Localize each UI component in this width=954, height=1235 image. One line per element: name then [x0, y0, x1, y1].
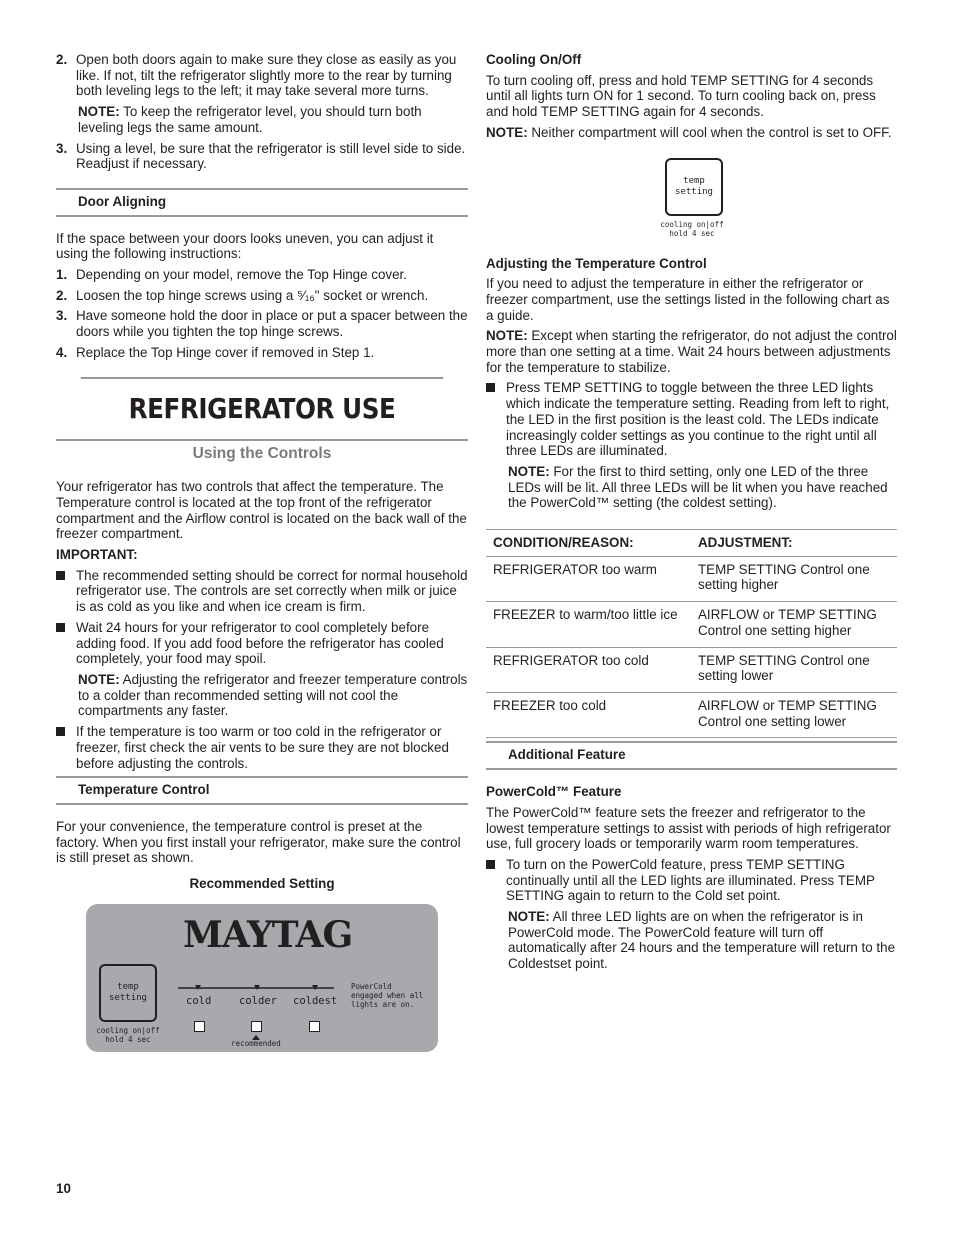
led-cold [194, 1021, 205, 1032]
note-one-setting: NOTE: Except when starting the refrigerator, do not adjust the control more than one setting at a time. Wait 24 hours between adjustments for the temperature to stabilize. [486, 328, 897, 375]
label-cold: cold [186, 994, 212, 1007]
bullet-wait: Wait 24 hours for your refrigerator to cool completely before adding food. If you add food before the refrigerator has cooled completely, your food may spoil. [56, 620, 468, 667]
left-column [56, 52, 468, 1052]
label-coldest: coldest [293, 994, 338, 1007]
recommended-label: recommended [231, 1038, 281, 1048]
section-title: REFRIGERATOR USE [81, 377, 444, 425]
step-2: 2. Open both doors again to make sure they close as easily as you like. If not, tilt the refrigerator slightly more to the rear by turning both leveling legs to the left; it may take several more turns. [56, 52, 468, 99]
right-column [486, 52, 897, 977]
note-powercold: NOTE: All three LED lights are on when the refrigerator is in PowerCold mode. The PowerCold feature will turn off automatically after 24 hours and the temperature will return to the Coldestset point. [508, 909, 896, 972]
da-step-3: 3. Have someone hold the door in place or put a spacer between the doors while you tighten the top hinge screws. [56, 308, 468, 340]
powercold-note: PowerCold engaged when all lights are on. [351, 981, 424, 1009]
step-3: 3. Using a level, be sure that the refrigerator is still level side to side. Readjust if necessary. [56, 141, 468, 172]
adjustment-table [486, 529, 897, 738]
temp-button-illustration [486, 146, 897, 246]
bullet-powercold: To turn on the PowerCold feature, press TEMP SETTING continually until all the LED lights are illuminated. Press TEMP SETTING again to return to the Cold set point. [486, 857, 897, 904]
adjust-heading: Adjusting the Temperature Control [486, 255, 707, 271]
note-off: NOTE: Neither compartment will cool when the control is set to OFF. [486, 124, 892, 140]
temp-control-heading: Temperature Control [56, 776, 468, 805]
note-colder: NOTE: Adjusting the refrigerator and freezer temperature controls to a colder than recommended setting will not cool the compartments any faster. [78, 671, 468, 719]
led-colder [251, 1021, 262, 1032]
recommended-heading: Recommended Setting [189, 876, 335, 892]
cooling-heading: Cooling On/Off [486, 52, 582, 67]
table-row: FREEZER to warm/too little ice AIRFLOW or TEMP SETTING Control one setting higher [486, 602, 897, 647]
note-level: NOTE: To keep the refrigerator level, you should turn both leveling legs the same amount. [78, 104, 422, 135]
table-header-adjustment: ADJUSTMENT: [691, 530, 897, 557]
da-step-4: 4. Replace the Top Hinge cover if removed in Step 1. [56, 344, 375, 360]
temp-setting-button-small[interactable]: temp setting [665, 158, 723, 216]
note-leds: NOTE: For the first to third setting, only one LED of the three LEDs will be lit. All three LEDs will be lit when you have reached the PowerCold™ setting (the coldest setting). [508, 463, 888, 511]
temp-setting-button[interactable]: temp setting [99, 964, 157, 1022]
page-number: 10 [56, 1181, 71, 1196]
cooling-text: To turn cooling off, press and hold TEMP SETTING for 4 seconds until all lights turn ON for 1 second. To turn cooling back on, press and hold TEMP SETTING again for 4 seconds. [486, 72, 876, 120]
powercold-heading: PowerCold™ Feature [486, 784, 622, 800]
adjust-text: If you need to adjust the temperature in either the refrigerator or freezer compartment, use the settings listed in the following chart as a guide. [486, 276, 890, 323]
setting-scale-line [176, 982, 336, 992]
table-row: FREEZER too cold AIRFLOW or TEMP SETTING Control one setting lower [486, 692, 897, 737]
controls-heading: Using the Controls [56, 439, 468, 462]
door-aligning-heading: Door Aligning [56, 188, 468, 217]
door-aligning-intro: If the space between your doors looks uneven, you can adjust it using the following instructions: [56, 230, 434, 262]
bullet-vents: If the temperature is too warm or too cold in the refrigerator or freezer, first check the air vents to be sure they are not blocked before adjusting the controls. [56, 724, 468, 771]
led-coldest [309, 1021, 320, 1032]
controls-intro: Your refrigerator has two controls that affect the temperature. The Temperature control is located at the top front of the refrigerator compartment and the Airflow control is located on the back wall of the freezer compartment. [56, 479, 467, 542]
control-panel-illustration [86, 904, 438, 1052]
maytag-logo: MAYTAG [183, 913, 353, 956]
da-step-1: 1. Depending on your model, remove the Top Hinge cover. [56, 267, 407, 283]
label-colder: colder [239, 994, 277, 1007]
table-header-row [486, 530, 897, 557]
powercold-text: The PowerCold™ feature sets the freezer and refrigerator to the lowest temperature settings to assist with periods of high refrigerator use, full grocery loads or temporarily warm room temperatures. [486, 804, 891, 852]
hold-label-small: cooling on|off hold 4 sec [660, 219, 724, 238]
step-3-text: Using a level, be sure that the refrigerator is still level side to side. Readjust if necessary. [76, 140, 466, 172]
important-label: IMPORTANT: [56, 547, 138, 563]
da-step-2: 2. Loosen the top hinge screws using a ⁵⁄₁₆" socket or wrench. [56, 287, 429, 303]
step-2-text: Open both doors again to make sure they close as easily as you like. If not, tilt the refrigerator slightly more to the rear by turning both leveling legs to the left; it may take several more turns. [76, 52, 457, 99]
table-header-condition: CONDITION/REASON: [486, 530, 691, 557]
hold-label: cooling on|off hold 4 sec [96, 1025, 160, 1044]
temp-control-text: For your convenience, the temperature control is preset at the factory. When you first install your refrigerator, make sure the control is still preset as shown. [56, 818, 461, 866]
table-row: REFRIGERATOR too warm TEMP SETTING Control one setting higher [486, 556, 897, 601]
bullet-toggle: Press TEMP SETTING to toggle between the three LED lights which indicate the temperature setting. Reading from left to right, the LED in the first position is the least cold. The LEDs indicate increasingly colder settings as you continue to the right until all three LEDs are illuminated. [486, 380, 897, 459]
bullet-recommended: The recommended setting should be correct for normal household refrigerator use. The controls are set correctly when milk or juice is as cold as you like and when ice cream is firm. [56, 568, 468, 615]
table-row: REFRIGERATOR too cold TEMP SETTING Control one setting lower [486, 647, 897, 692]
additional-feature-heading: Additional Feature [486, 741, 897, 770]
